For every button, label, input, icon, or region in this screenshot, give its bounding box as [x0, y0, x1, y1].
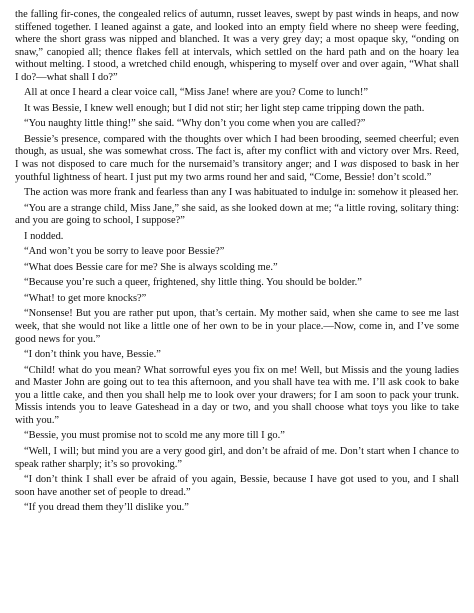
paragraph-17: “Well, I will; but mind you are a very good girl, and don’t be afraid of me. Don’t start when I chance to speak rather sharply; it’s so provoking.”: [15, 445, 459, 470]
paragraph-15: “Child! what do you mean? What sorrowful eyes you fix on me! Well, but Missis and the young ladies and Master John are going out to tea this afternoon, and you shall have tea with me. I’ll ask cook to bake you a little cake, and then you shall help me to look over your drawers; for I am soon to pack your trunk. Missis intends you to leave Gateshead in a day or two, and you shall choose what toys you like to take with you.”: [15, 364, 459, 426]
paragraph-3: It was Bessie, I knew well enough; but I did not stir; her light step came tripping down the path.: [24, 102, 425, 114]
paragraph-16: “Bessie, you must promise not to scold me any more till I go.”: [24, 430, 285, 442]
paragraph-5: [15, 134, 459, 184]
paragraph-18: “I don’t think I shall ever be afraid of you again, Bessie, because I have got used to you, and I shall soon have another set of people to dread.”: [15, 474, 459, 498]
paragraph-2: All at once I heard a clear voice call, “Miss Jane! where are you? Come to lunch!”: [24, 87, 368, 99]
document-page: [15, 9, 459, 515]
paragraph-14: “I don’t think you have, Bessie.”: [24, 349, 161, 361]
paragraph-5-emphasis: was: [340, 159, 357, 171]
paragraph-8: I nodded.: [24, 230, 64, 242]
paragraph-7: “You are a strange child, Miss Jane,” she said, as she looked down at me; “a little roving, solitary thing: and you are going to school, I suppose?”: [15, 202, 459, 227]
paragraph-19: “If you dread them they’ll dislike you.”: [24, 502, 189, 514]
paragraph-11: “Because you’re such a queer, frightened, shy little thing. You should be bolder.”: [24, 277, 362, 289]
paragraph-5-text: Bessie’s presence, compared with the thoughts over which I had been brooding, seemed cheerful; even though, as usual, she was somewhat cross. The fact is, after my conflict with and victory over Mrs. Reed, I was not disposed to care much for the nursemaid’s transitory anger; and I: [15, 133, 459, 171]
paragraph-6: The action was more frank and fearless than any I was habituated to indulge in: somehow it pleased her.: [24, 187, 459, 199]
paragraph-13: “Nonsense! But you are rather put upon, that’s certain. My mother said, when she came to see me last week, that she would not like a little one of her own to be in your place.—Now, come in, and I’ve some good news for you.”: [15, 308, 459, 345]
paragraph-10: “What does Bessie care for me? She is always scolding me.”: [24, 261, 278, 273]
paragraph-5-tail: disposed to bask in her youthful lightness of heart. I just put my two arms round her and said, “Come, Bessie! don’t scold.”: [15, 159, 459, 183]
paragraph-1: the falling fir-cones, the congealed relics of autumn, russet leaves, swept by past winds in heaps, and now stiffened together. I leaned against a gate, and looked into an empty field where no sheep were feeding, where the short grass was nipped and blanched. It was a very grey day; a most opaque sky, “onding on snaw,” canopied all; thence flakes fell at intervals, which settled on the hard path and on the hoary lea without melting. I stood, a wretched child enough, whispering to myself over and over again, “What shall I do?—what shall I do?”: [15, 9, 459, 83]
paragraph-4: “You naughty little thing!” she said. “Why don’t you come when you are called?”: [24, 118, 366, 130]
paragraph-9: “And won’t you be sorry to leave poor Bessie?”: [24, 246, 225, 258]
paragraph-12: “What! to get more knocks?”: [24, 292, 147, 304]
